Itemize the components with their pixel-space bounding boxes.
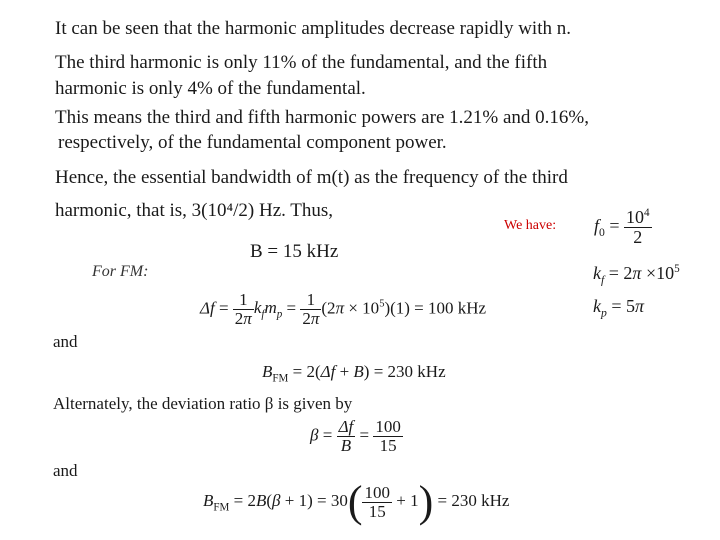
text-line-1: It can be seen that the harmonic amplitudes decrease rapidly with n. [55, 18, 571, 39]
f0-equation: $f_0$ = $\frac{10^4}{2}$ [594, 207, 650, 247]
text-line-6: Hence, the essential bandwidth of m(t) as the frequency of the third [55, 167, 568, 188]
text-line-7: harmonic, that is, 3(10⁴/2) Hz. Thus, [55, 200, 334, 221]
text-line-3: harmonic is only 4% of the fundamental. [55, 78, 366, 99]
kf-equation: $k_f = 2\pi \times 10^5$ [593, 263, 680, 287]
and-label-1: and [53, 332, 78, 351]
beta-equation: β = $\frac{\Delta f}{B}$ = $\frac{100}{15}$ [310, 417, 401, 455]
kp-equation: $k_p = 5\pi$ [593, 296, 645, 320]
text-line-5: respectively, of the fundamental component power. [58, 132, 447, 153]
we-have-label: We have: [504, 218, 557, 233]
bfm-equation-2: $B_{FM} = 2B(\beta + 1) = 30$( $\frac{100}{15}$ + 1) = 230 kHz [203, 477, 510, 526]
text-line-2: The third harmonic is only 11% of the fundamental, and the fifth [55, 52, 548, 73]
text-line-4: This means the third and fifth harmonic powers are 1.21% and 0.16%, [55, 107, 589, 128]
and-label-2: and [53, 461, 78, 480]
alternately-text: Alternately, the deviation ratio β is given by [53, 394, 353, 413]
delta-f-equation: Δf = $\frac{1}{2\pi}$ $k_fm_p$ = $\frac{1}{2\pi}$ $(2\pi \times 10^5)(1) = 100$ kHz [200, 290, 487, 328]
bandwidth-equation: B = 15 kHz [250, 241, 339, 262]
bfm-equation-1: $B_{FM} = 2(\Delta f + B) = 230$ kHz [262, 362, 446, 385]
for-fm-label: For FM: [92, 263, 149, 280]
